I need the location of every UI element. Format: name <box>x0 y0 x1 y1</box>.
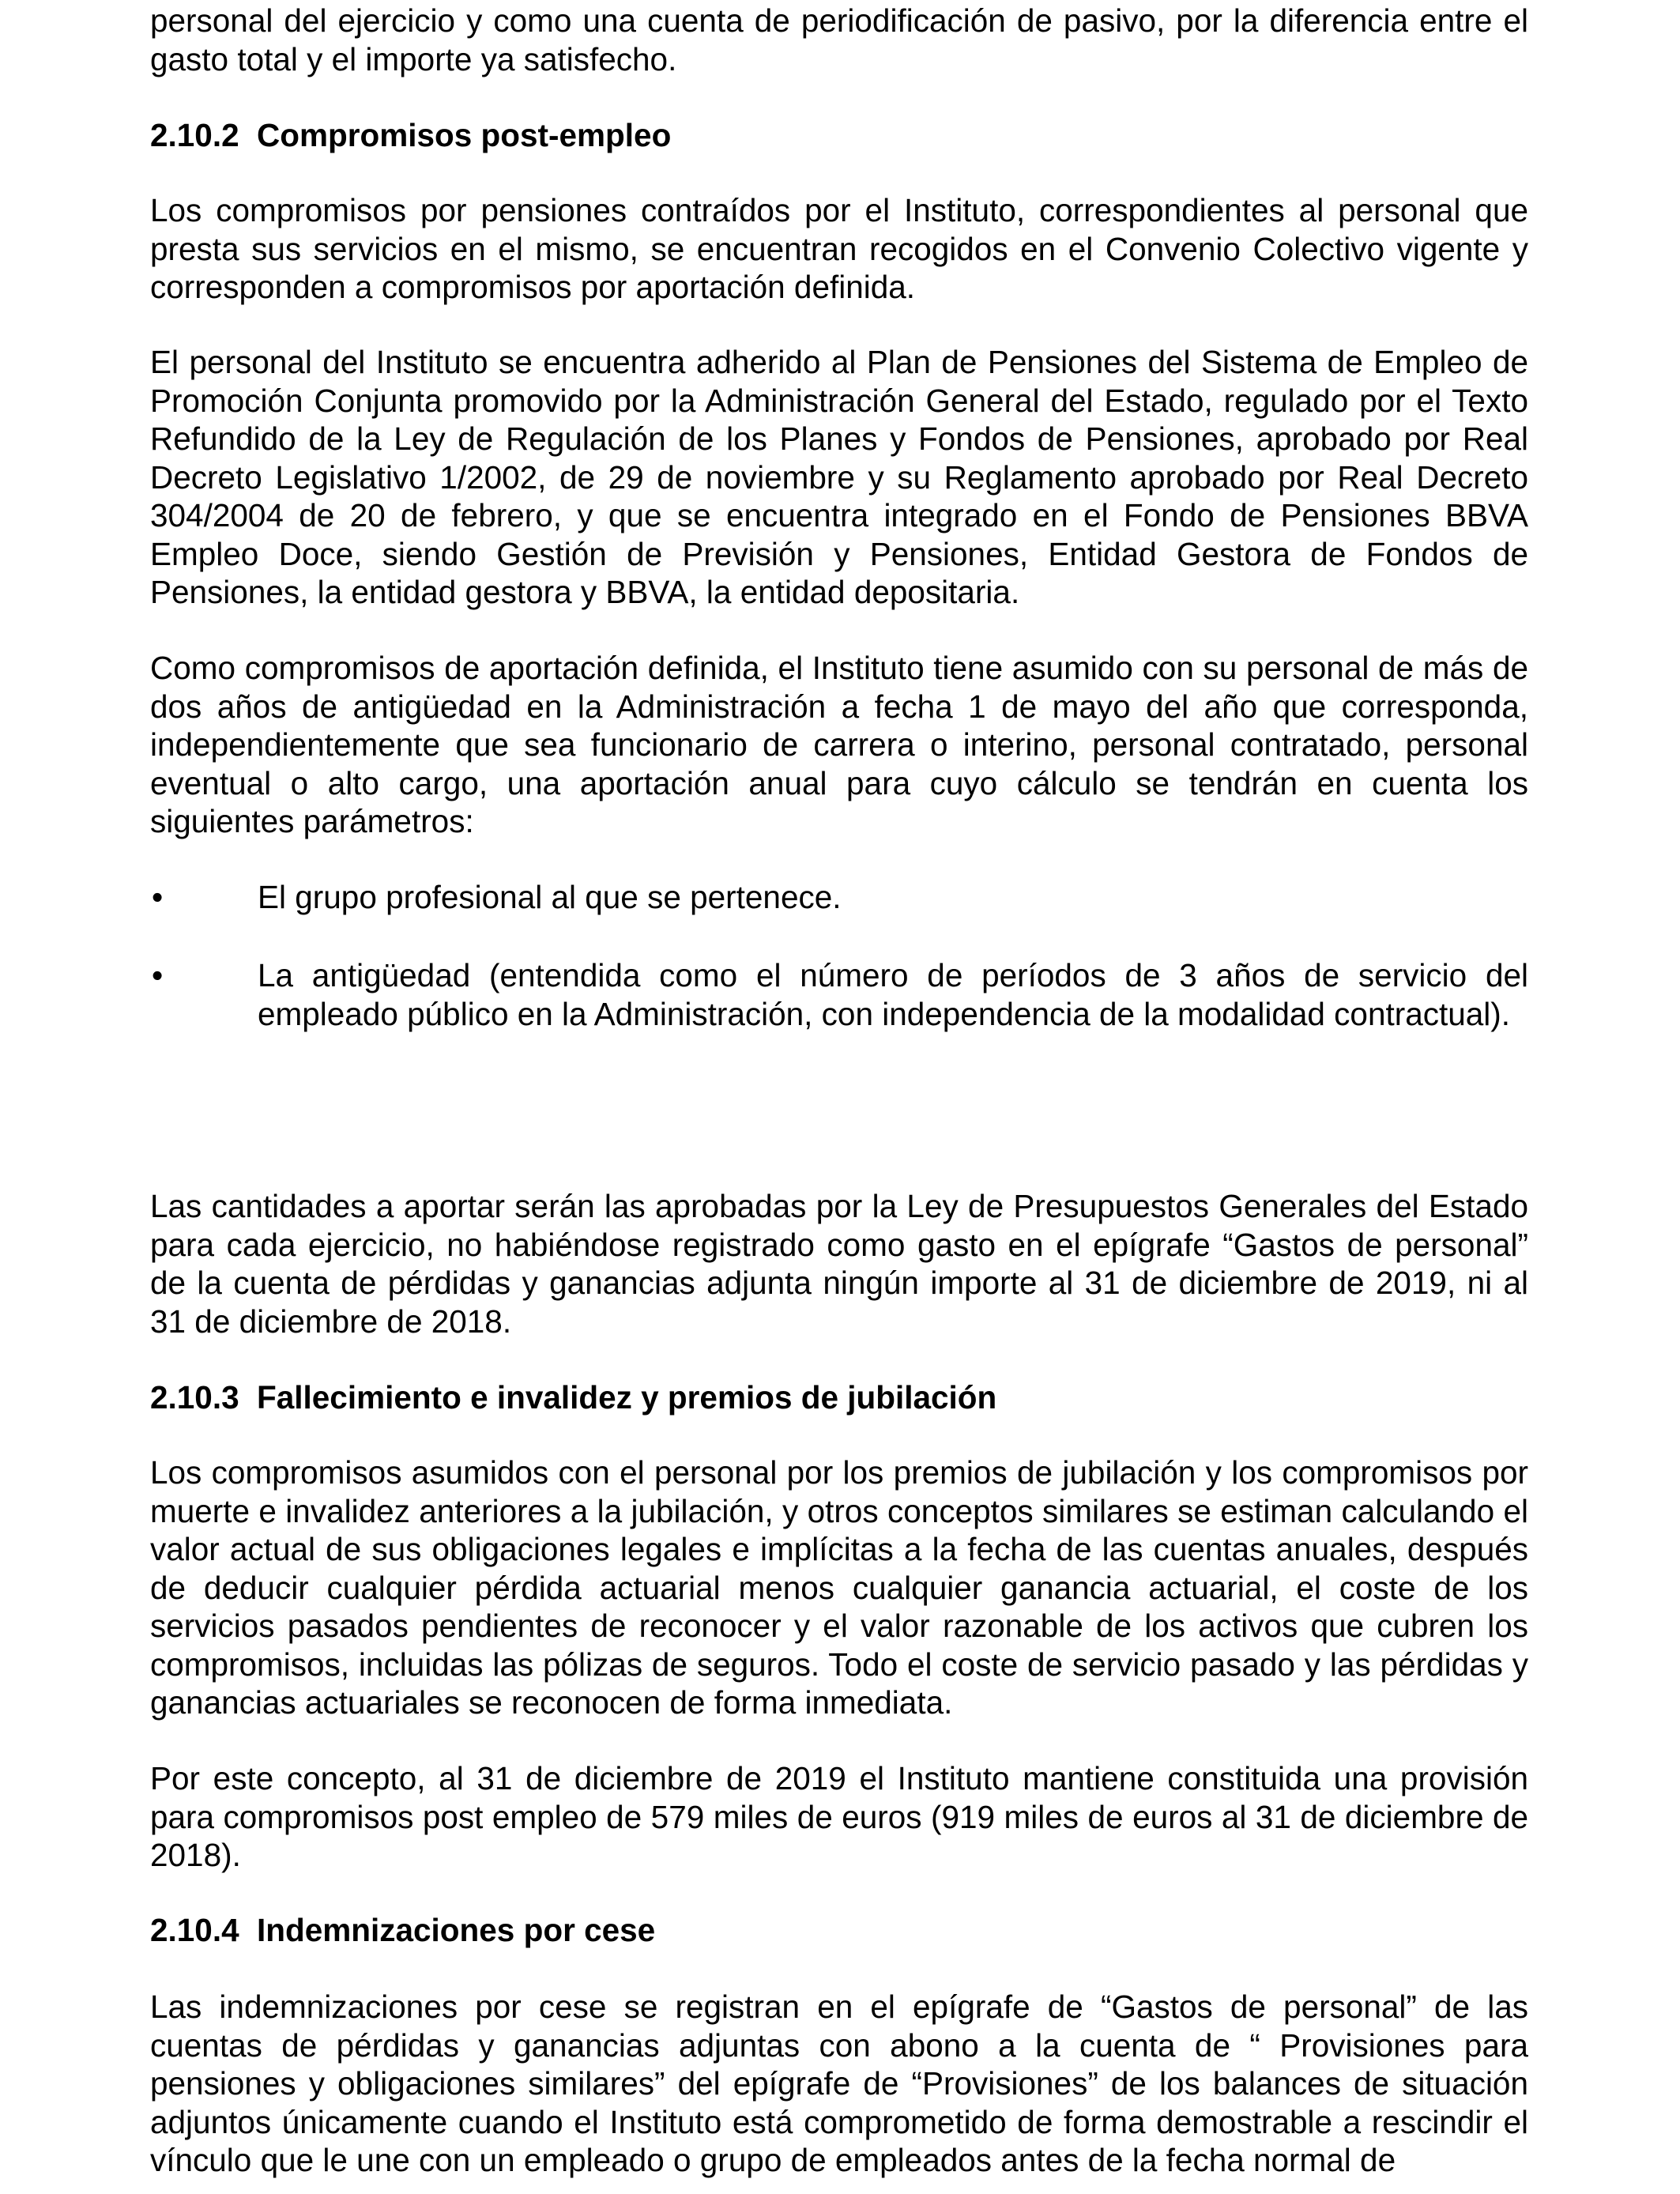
paragraph-provision: Por este concepto, al 31 de diciembre de 2019 el Instituto mantiene constituida una provisión para compromisos post empleo de 579 miles de euros (919 miles de euros al 31 de diciembre de 2018). <box>150 1760 1528 1873</box>
section-heading-2-10-2 <box>150 116 1528 155</box>
section-title: Indemnizaciones por cese <box>257 1912 656 1948</box>
paragraph-compromisos-pensiones: Los compromisos por pensiones contraídos por el Instituto, correspondientes al personal que presta sus servicios en el mismo, se encuentran recogidos en el Convenio Colectivo vigente y corresponden a compromisos por aportación definida. <box>150 192 1528 305</box>
paragraph-aportacion-definida: Como compromisos de aportación definida, el Instituto tiene asumido con su personal de más de dos años de antigüedad en la Administración a fecha 1 de mayo del año que corresponda, independientemente que sea funcionario de carrera o interino, personal contratado, personal eventual o alto cargo, una aportación anual para cuyo cálculo se tendrán en cuenta los siguientes parámetros: <box>150 650 1528 839</box>
bullet-glyph: • <box>152 879 164 915</box>
paragraph-plan-pensiones: El personal del Instituto se encuentra adherido al Plan de Pensiones del Sistema de Empleo de Promoción Conjunta promovido por la Administración General del Estado, regulado por el Texto Refundido de la Ley de Regulación de los Planes y Fondos de Pensiones, aprobado por Real Decreto Legislativo 1/2002, de 29 de noviembre y su Reglamento aprobado por Real Decreto 304/2004 de 20 de febrero, y que se encuentra integrado en el Fondo de Pensiones BBVA Empleo Doce, siendo Gestión de Previsión y Pensiones, Entidad Gestora de Fondos de Pensiones, la entidad gestora y BBVA, la entidad depositaria. <box>150 344 1528 610</box>
section-title: Compromisos post-empleo <box>257 117 672 153</box>
section-number: 2.10.4 <box>150 1912 239 1948</box>
section-number: 2.10.3 <box>150 1379 239 1416</box>
paragraph-premios-jubilacion: Los compromisos asumidos con el personal por los premios de jubilación y los compromisos por muerte e invalidez anteriores a la jubilación, y otros conceptos similares se estiman calculando el valor actual de sus obligaciones legales e implícitas a la fecha de las cuentas anuales, después de deducir cualquier pérdida actuarial menos cualquier ganancia actuarial, el coste de los servicios pasados pendientes de reconocer y el valor razonable de los activos que cubren los compromisos, incluidas las pólizas de seguros. Todo el coste de servicio pasado y las pérdidas y ganancias actuariales se reconocen de forma inmediata. <box>150 1454 1528 1721</box>
bullet-text: El grupo profesional al que se pertenece. <box>258 879 842 915</box>
section-title: Fallecimiento e invalidez y premios de jubilación <box>257 1379 997 1416</box>
section-heading-2-10-4 <box>150 1911 1528 1950</box>
bullet-glyph: • <box>152 957 164 993</box>
paragraph-cantidades-aportar: Las cantidades a aportar serán las aprobadas por la Ley de Presupuestos Generales del Estado para cada ejercicio, no habiéndose registrado como gasto en el epígrafe “Gastos de personal” de la cuenta de pérdidas y ganancias adjunta ningún importe al 31 de diciembre de 2019, ni al 31 de diciembre de 2018. <box>150 1188 1528 1340</box>
bullet-item <box>150 878 1528 917</box>
bullet-item <box>150 956 1528 1033</box>
paragraph-indemnizaciones: Las indemnizaciones por cese se registran en el epígrafe de “Gastos de personal” de las cuentas de pérdidas y ganancias adjuntas con abono a la cuenta de “ Provisiones para pensiones y obligaciones similares” del epígrafe de “Provisiones” de los balances de situación adjuntos únicamente cuando el Instituto está comprometido de forma demostrable a rescindir el vínculo que le une con un empleado o grupo de empleados antes de la fecha normal de <box>150 1989 1528 2178</box>
bullet-text: La antigüedad (entendida como el número de períodos de 3 años de servicio del empleado público en la Administración, con independencia de la modalidad contractual). <box>258 957 1528 1032</box>
paragraph-continuation: personal del ejercicio y como una cuenta de periodificación de pasivo, por la diferencia entre el gasto total y el importe ya satisfecho. <box>150 2 1528 77</box>
section-number: 2.10.2 <box>150 117 239 153</box>
section-heading-2-10-3 <box>150 1378 1528 1417</box>
